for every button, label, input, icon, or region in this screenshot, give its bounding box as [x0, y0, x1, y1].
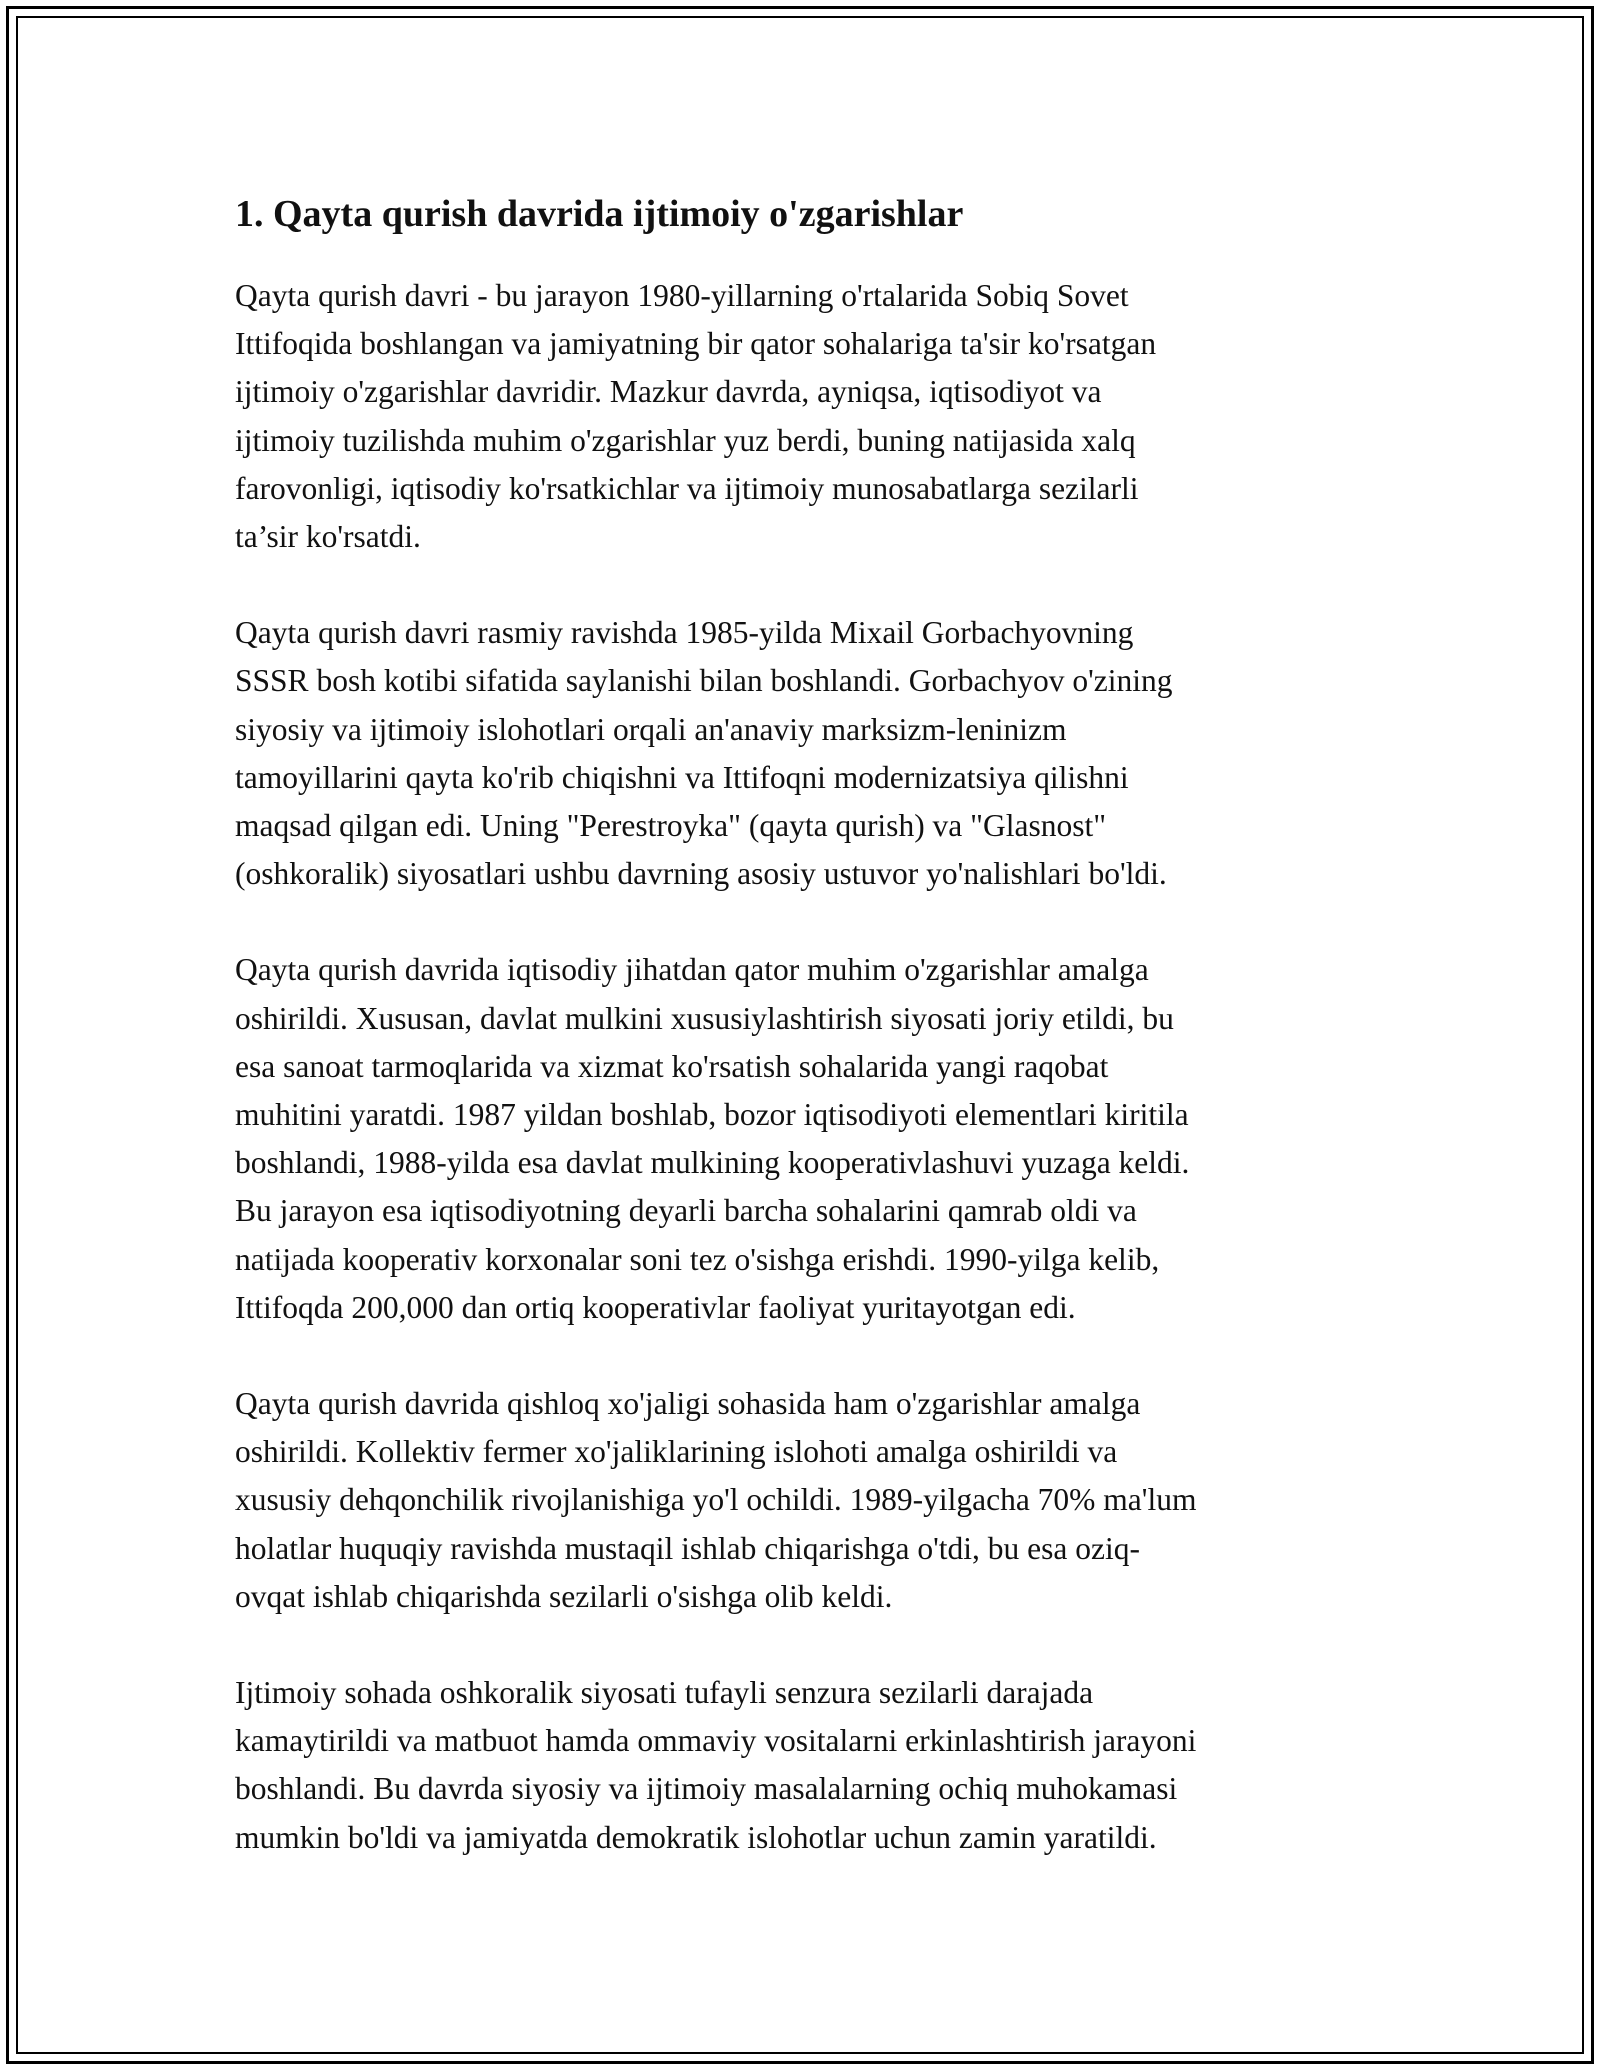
- document-body: [235, 186, 1365, 1862]
- paragraph-2: Qayta qurish davri rasmiy ravishda 1985-yilda Mixail Gorbachyovning SSSR bosh kotibi sifatida saylanishi bilan boshlandi. Gorbachyov o'zining siyosiy va ijtimoiy islohotlari orqali an'anaviy marksizm-leninizm tamoyillarini qayta ko'rib chiqishni va Ittifoqni modernizatsiya qilishni maqsad qilgan edi. Uning "Perestroyka" (qayta qurish) va "Glasnost" (oshkoralik) siyosatlari ushbu davrning asosiy ustuvor yo'nalishlari bo'ldi.: [235, 615, 1173, 892]
- paragraph-3: Qayta qurish davrida iqtisodiy jihatdan qator muhim o'zgarishlar amalga oshirildi. Xususan, davlat mulkini xususiylashtirish siyosati joriy etildi, bu esa sanoat tarmoqlarida va xizmat ko'rsatish sohalarida yangi raqobat muhitini yaratdi. 1987 yildan boshlab, bozor iqtisodiyoti elementlari kiritila boshlandi, 1988-yilda esa davlat mulkining kooperativlashuvi yuzaga keldi. Bu jarayon esa iqtisodiyotning deyarli barcha sohalarini qamrab oldi va natijada kooperativ korxonalar soni tez o'sishga erishdi. 1990-yilga kelib, Ittifoqda 200,000 dan ortiq kooperativlar faoliyat yuritayotgan edi.: [235, 952, 1190, 1325]
- paragraph-4: Qayta qurish davrida qishloq xo'jaligi sohasida ham o'zgarishlar amalga oshirildi. Kollektiv fermer xo'jaliklarining islohoti amalga oshirildi va xususiy dehqonchilik rivojlanishiga yo'l ochildi. 1989-yilgacha 70% ma'lum holatlar huquqiy ravishda mustaqil ishlab chiqarishga o'tdi, bu esa oziq- ovqat ishlab chiqarishda sezilarli o'sishga olib keldi.: [235, 1386, 1197, 1614]
- paragraph-5: Ijtimoiy sohada oshkoralik siyosati tufayli senzura sezilarli darajada kamaytirildi va matbuot hamda ommaviy vositalarni erkinlashtirish jarayoni boshlandi. Bu davrda siyosiy va ijtimoiy masalalarning ochiq muhokamasi mumkin bo'ldi va jamiyatda demokratik islohotlar uchun zamin yaratildi.: [235, 1675, 1197, 1855]
- paragraph-1: Qayta qurish davri - bu jarayon 1980-yillarning o'rtalarida Sobiq Sovet Ittifoqida boshlangan va jamiyatning bir qator sohalariga ta'sir ko'rsatgan ijtimoiy o'zgarishlar davridir. Mazkur davrda, ayniqsa, iqtisodiyot va ijtimoiy tuzilishda muhim o'zgarishlar yuz berdi, buning natijasida xalq farovonligi, iqtisodiy ko'rsatkichlar va ijtimoiy munosabatlarga sezilarli ta’sir ko'rsatdi.: [235, 278, 1157, 555]
- page-title: 1. Qayta qurish davrida ijtimoiy o'zgarishlar: [235, 193, 964, 235]
